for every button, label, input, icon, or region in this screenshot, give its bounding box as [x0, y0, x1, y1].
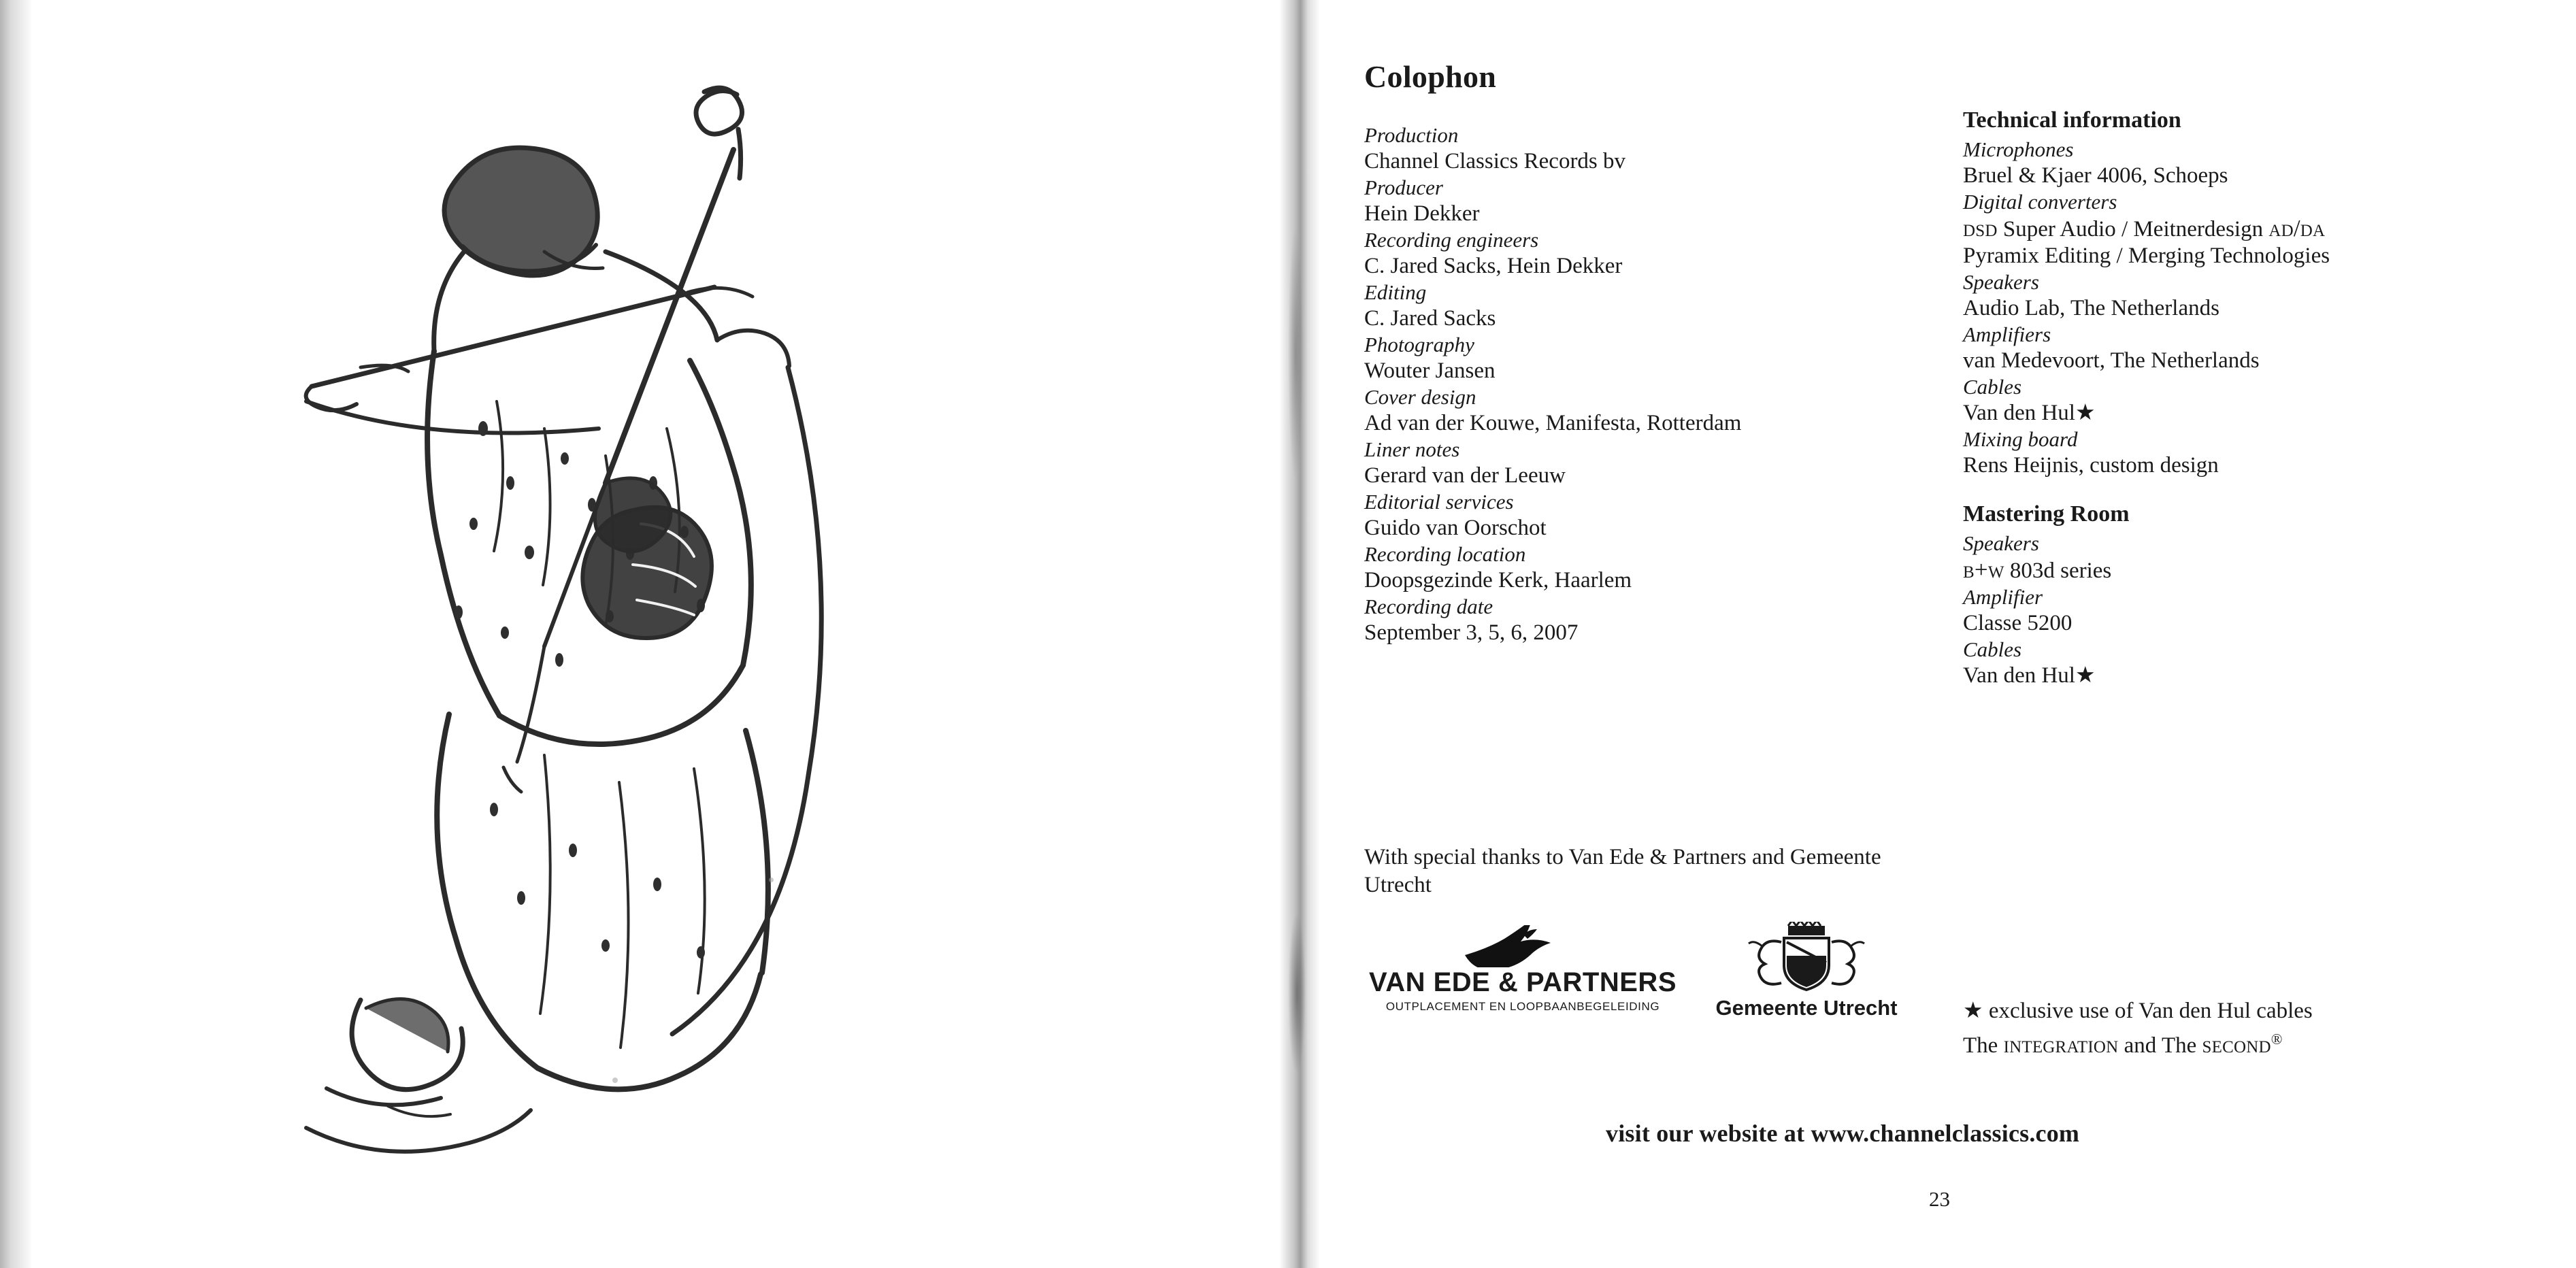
registered-mark: ® [2270, 1031, 2283, 1048]
technical-value: Rens Heijnis, custom design [1963, 453, 2219, 478]
mastering-value: Classe 5200 [1963, 611, 2073, 635]
credit-label: Recording engineers [1364, 228, 1539, 252]
bird-icon [1366, 925, 1679, 967]
credit-value: Gerard van der Leeuw [1364, 463, 1566, 488]
credit-value: Guido van Oorschot [1364, 516, 1547, 540]
footnote-line-1: ★ exclusive use of Van den Hul cables [1963, 999, 2313, 1023]
credit-label: Editing [1364, 280, 1427, 304]
scan-artifact [769, 878, 774, 882]
credit-value: Hein Dekker [1364, 201, 1480, 226]
utrecht-coat-of-arms-icon [1708, 922, 1905, 993]
technical-value: Bruel & Kjaer 4006, Schoeps [1963, 163, 2228, 188]
website-line[interactable]: visit our website at www.channelclassics.com [1606, 1120, 2080, 1147]
technical-value: van Medevoort, The Netherlands [1963, 348, 2260, 373]
credit-value: C. Jared Sacks, Hein Dekker [1364, 254, 1623, 278]
mastering-label: Speakers [1963, 531, 2039, 555]
gutter-shadow [1279, 0, 1320, 1268]
credit-value: Ad van der Kouwe, Manifesta, Rotterdam [1364, 411, 1742, 435]
page-number: 23 [1929, 1187, 1950, 1211]
credit-label: Recording date [1364, 595, 1493, 618]
technical-label: Speakers [1963, 270, 2039, 294]
scan-artifact [612, 1078, 618, 1083]
special-thanks-text: With special thanks to Van Ede & Partners and Gemeente Utrecht [1364, 845, 1881, 897]
mastering-label: Amplifier [1963, 585, 2043, 609]
technical-heading: Technical information [1963, 107, 2181, 133]
credit-label: Cover design [1364, 385, 1476, 409]
technical-label: Cables [1963, 375, 2022, 399]
scan-artifact [1288, 912, 1306, 1075]
technical-label: Digital converters [1963, 190, 2117, 214]
credit-value: Channel Classics Records bv [1364, 149, 1626, 173]
credit-label: Producer [1364, 176, 1443, 199]
credit-value: Wouter Jansen [1364, 358, 1496, 383]
mastering-value: Van den Hul★ [1963, 663, 2096, 688]
technical-column [1963, 105, 2507, 689]
page-title: Colophon [1364, 59, 1497, 94]
credit-value: Doopsgezinde Kerk, Haarlem [1364, 568, 1632, 593]
credit-label: Production [1364, 123, 1459, 147]
small-caps-adda: ad/da [2268, 215, 2326, 241]
small-caps-dsd: dsd [1963, 215, 1998, 241]
mastering-value-speakers: b+w 803d series [1963, 556, 2112, 583]
gemeente-utrecht-logo [1708, 922, 1905, 1020]
technical-label: Amplifiers [1963, 322, 2051, 346]
footnote-mid: and The [2118, 1033, 2202, 1058]
mastering-heading: Mastering Room [1963, 501, 2130, 527]
technical-label: Microphones [1963, 137, 2074, 161]
cables-footnote [1963, 997, 2494, 1060]
credit-value: September 3, 5, 6, 2007 [1364, 620, 1579, 645]
footnote-second: second [2202, 1031, 2271, 1058]
technical-value: Pyramix Editing / Merging Technologies [1963, 244, 2330, 268]
gemeente-name: Gemeente Utrecht [1715, 996, 1898, 1020]
spacer [1963, 479, 2507, 499]
technical-value-converters: dsd Super Audio / Meitnerdesign ad/da [1963, 215, 2326, 241]
van-ede-partners-logo [1366, 925, 1679, 1014]
credit-label: Liner notes [1364, 437, 1460, 461]
credit-label: Recording location [1364, 542, 1526, 566]
credits-list [1364, 122, 1929, 646]
small-caps-bw: b+w [1963, 556, 2004, 583]
credit-value: C. Jared Sacks [1364, 306, 1496, 331]
van-ede-tagline: OUTPLACEMENT EN LOOPBAANBEGELEIDING [1385, 1000, 1660, 1013]
cello-player-ink-drawing [225, 48, 1027, 1190]
footnote-line-2 [1963, 1025, 2494, 1060]
technical-value: Audio Lab, The Netherlands [1963, 296, 2219, 320]
footnote-prefix: The [1963, 1033, 2004, 1058]
footnote-integration: integration [2003, 1031, 2119, 1058]
technical-label: Mixing board [1963, 427, 2078, 451]
credit-label: Editorial services [1364, 490, 1514, 514]
page-edge-shadow [0, 0, 31, 1268]
scan-artifact [1288, 224, 1303, 483]
credit-label: Photography [1364, 333, 1474, 356]
credits-column [1364, 122, 1929, 646]
van-ede-name: VAN EDE & PARTNERS [1368, 967, 1677, 997]
mastering-label: Cables [1963, 637, 2022, 661]
technical-value: Van den Hul★ [1963, 401, 2096, 425]
